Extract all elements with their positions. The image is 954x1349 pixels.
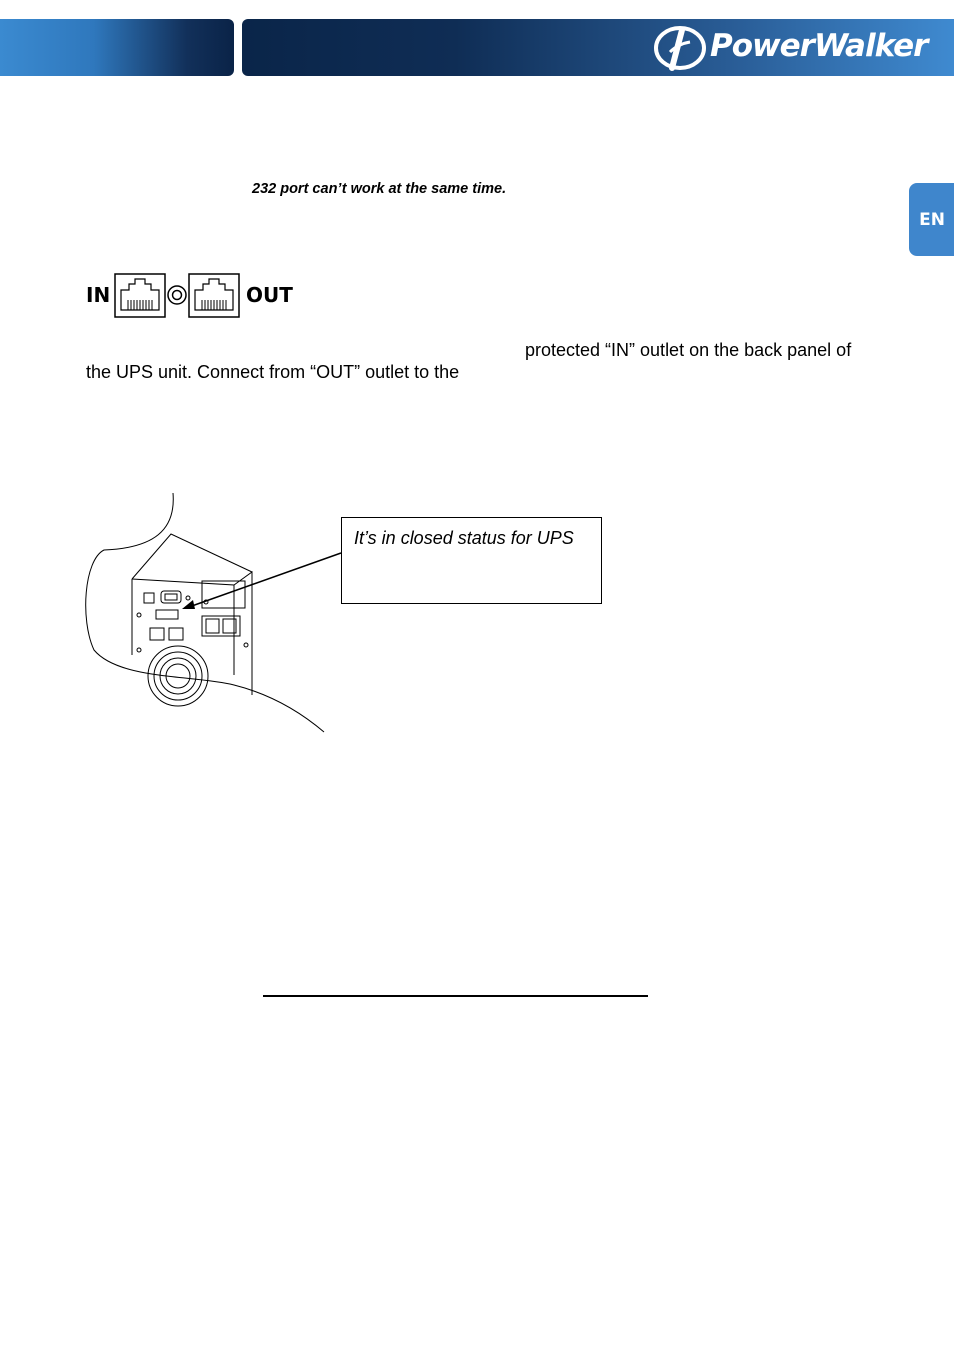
port-in-label: IN — [86, 283, 111, 307]
logo-swoosh-icon — [652, 22, 710, 74]
language-tab[interactable]: EN — [909, 183, 954, 256]
brand-logo — [652, 22, 954, 74]
note-text: 232 port can’t work at the same time. — [252, 181, 507, 197]
paragraph-line-1: protected “IN” outlet on the back panel of — [525, 340, 852, 360]
port-out-label: OUT — [246, 283, 293, 307]
callout-box: It’s in closed status for UPS — [341, 517, 602, 604]
header-band-left — [0, 19, 234, 76]
horizontal-rule — [263, 995, 648, 997]
network-ports-icon — [114, 273, 240, 319]
paragraph-line-2: the UPS unit. Connect from “OUT” outlet to the — [86, 362, 460, 382]
brand-name: PowerWalker — [710, 28, 928, 64]
